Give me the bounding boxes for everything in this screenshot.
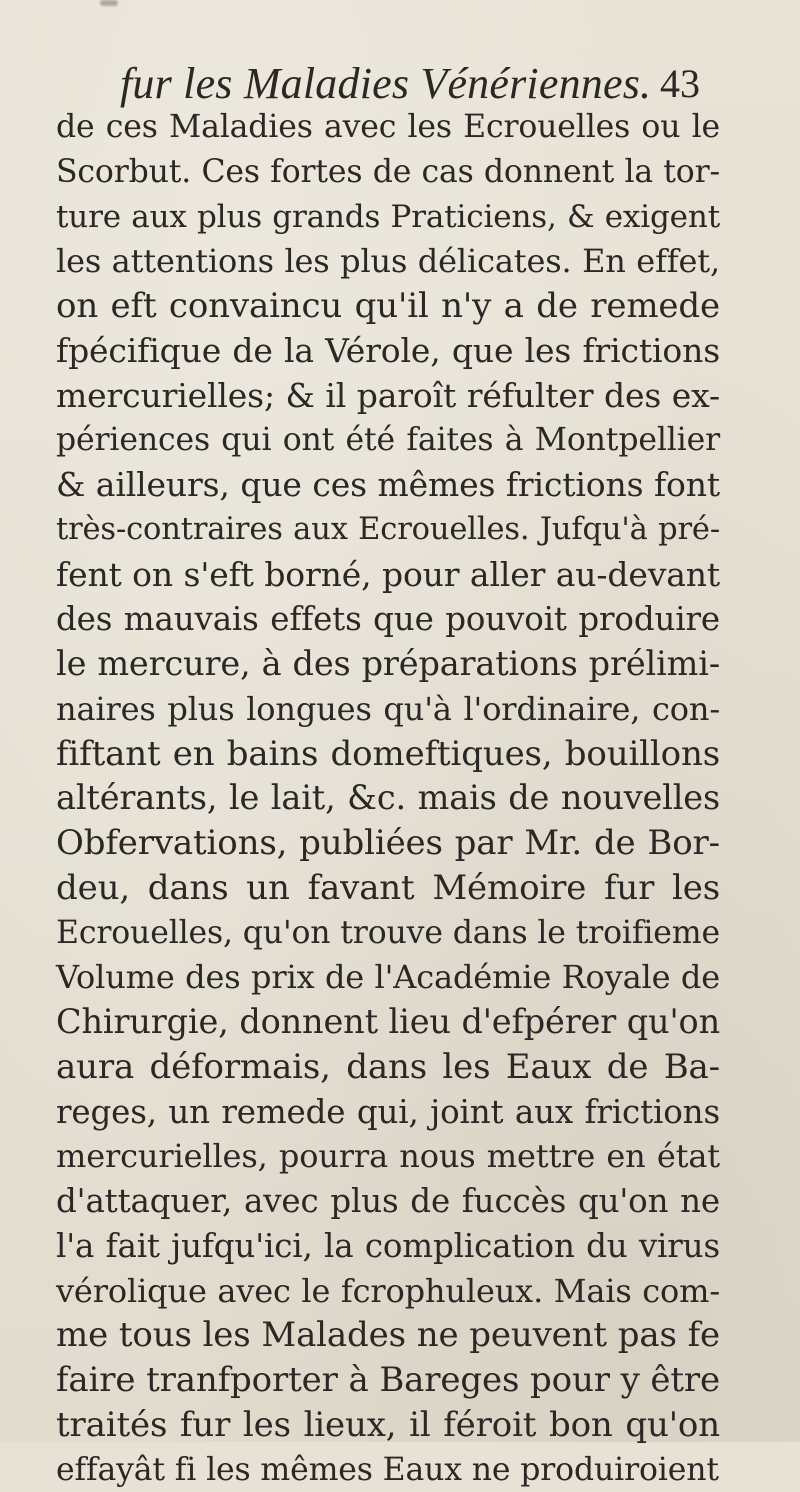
text-line: fiftant en bains domeftiques, bouillons — [56, 732, 720, 777]
running-title: fur les Maladies Vénériennes. — [120, 58, 651, 110]
text-line: les attentions les plus délicates. En effet, — [56, 239, 720, 284]
text-line: me tous les Malades ne peuvent pas fe — [56, 1313, 720, 1358]
text-line: des mauvais effets que pouvoit produire — [56, 597, 720, 642]
text-line: l'a fait jufqu'ici, la complication du virus — [56, 1224, 720, 1269]
body-text — [56, 105, 776, 1492]
text-line: on eft convaincu qu'il n'y a de remede — [56, 284, 720, 329]
text-line: & ailleurs, que ces mêmes frictions font — [56, 463, 720, 508]
page-header — [120, 58, 720, 110]
text-line: Obfervations, publiées par Mr. de Bor- — [56, 821, 720, 866]
ink-speck — [100, 0, 118, 6]
text-line: reges, un remede qui, joint aux frictions — [56, 1090, 720, 1135]
text-line: d'attaquer, avec plus de fuccès qu'on ne — [56, 1179, 720, 1224]
text-line: traités fur les lieux, il féroit bon qu'on — [56, 1403, 720, 1448]
text-line: périences qui ont été faites à Montpellier — [56, 418, 720, 463]
text-line: très-contraires aux Ecrouelles. Jufqu'à pré- — [56, 508, 720, 553]
text-line: le mercure, à des préparations prélimi- — [56, 642, 720, 687]
text-line: Scorbut. Ces fortes de cas donnent la tor- — [56, 150, 720, 195]
page-number: 43 — [660, 58, 700, 110]
text-line: mercurielles; & il paroît réfulter des ex- — [56, 374, 720, 419]
text-line: de ces Maladies avec les Ecrouelles ou le — [56, 105, 720, 150]
text-line: mercurielles, pourra nous mettre en état — [56, 1134, 720, 1179]
text-line: deu, dans un favant Mémoire fur les — [56, 866, 720, 911]
text-line: fpécifique de la Vérole, que les frictions — [56, 329, 720, 374]
text-line: effayât fi les mêmes Eaux ne produiroient — [56, 1448, 776, 1492]
text-line: Volume des prix de l'Académie Royale de — [56, 955, 720, 1000]
text-line: altérants, le lait, &c. mais de nouvelles — [56, 776, 720, 821]
text-line: Chirurgie, donnent lieu d'efpérer qu'on — [56, 1000, 720, 1045]
text-line: fent on s'eft borné, pour aller au-devant — [56, 553, 720, 598]
text-line: aura déformais, dans les Eaux de Ba- — [56, 1045, 720, 1090]
text-line: naires plus longues qu'à l'ordinaire, con- — [56, 687, 720, 732]
text-line: Ecrouelles, qu'on trouve dans le troifieme — [56, 911, 720, 956]
text-line: vérolique avec le fcrophuleux. Mais com- — [56, 1269, 720, 1314]
text-line: faire tranfporter à Bareges pour y être — [56, 1358, 720, 1403]
text-line: ture aux plus grands Praticiens, & exigent — [56, 195, 720, 240]
